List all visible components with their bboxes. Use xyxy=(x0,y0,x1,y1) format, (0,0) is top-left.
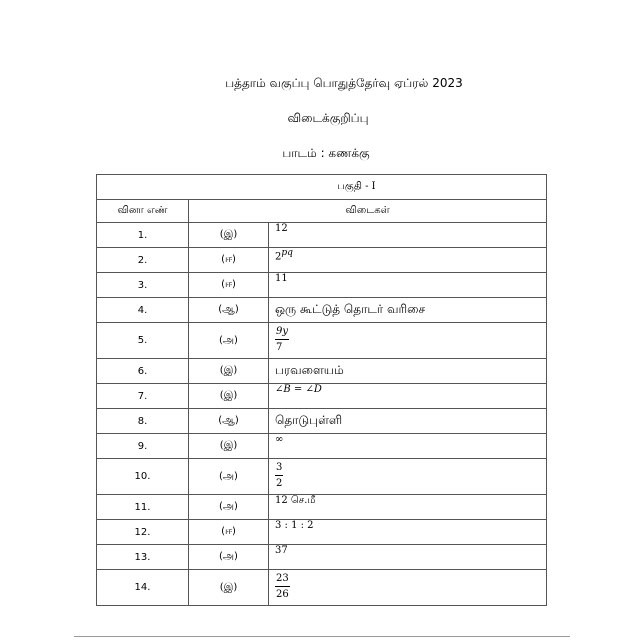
table-row xyxy=(97,434,547,459)
power-exponent: pq xyxy=(281,248,293,258)
question-number: 13. xyxy=(97,545,189,570)
answer-fraction xyxy=(269,323,547,359)
fraction-numerator: 3 xyxy=(275,460,283,476)
fraction-numerator: 9y xyxy=(275,324,289,340)
question-number: 9. xyxy=(97,434,189,459)
fraction-denominator: 26 xyxy=(276,589,289,600)
question-number: 12. xyxy=(97,520,189,545)
table-row xyxy=(97,570,547,606)
table-row xyxy=(97,409,547,434)
fraction-denominator: 7 xyxy=(276,342,283,353)
table-row xyxy=(97,459,547,495)
question-number: 4. xyxy=(97,298,189,323)
answer-key-heading: விடைக்குறிப்பு xyxy=(287,111,369,125)
answer-table xyxy=(96,174,547,606)
answer-option: (அ) xyxy=(189,323,269,359)
question-number: 11. xyxy=(97,495,189,520)
table-row xyxy=(97,545,547,570)
question-number: 6. xyxy=(97,359,189,384)
answer-option: (ஈ) xyxy=(189,248,269,273)
table-row xyxy=(97,248,547,273)
answer-option: (இ) xyxy=(189,570,269,606)
table-row xyxy=(97,223,547,248)
answer-value: ∠B = ∠D xyxy=(269,384,547,409)
answer-option: (ஈ) xyxy=(189,273,269,298)
table-row xyxy=(97,359,547,384)
answer-option: (இ) xyxy=(189,223,269,248)
question-number: 3. xyxy=(97,273,189,298)
question-number: 2. xyxy=(97,248,189,273)
question-number: 8. xyxy=(97,409,189,434)
table-row xyxy=(97,323,547,359)
answer-value: தொடுபுள்ளி xyxy=(269,409,547,434)
fraction-numerator: 23 xyxy=(275,571,290,587)
header-row xyxy=(97,200,547,223)
answer-value: 3 : 1 : 2 xyxy=(269,520,547,545)
fraction-denominator: 2 xyxy=(276,478,283,489)
answer-value: 11 xyxy=(269,273,547,298)
table-row xyxy=(97,495,547,520)
question-number: 1. xyxy=(97,223,189,248)
table-row xyxy=(97,298,547,323)
question-number: 5. xyxy=(97,323,189,359)
answer-option: (இ) xyxy=(189,384,269,409)
answer-value xyxy=(269,248,547,273)
answer-fraction xyxy=(269,570,547,606)
question-number: 14. xyxy=(97,570,189,606)
table-row xyxy=(97,384,547,409)
answer-option: (ஆ) xyxy=(189,298,269,323)
answer-value: 12 செ.மீ xyxy=(269,495,547,520)
answer-option: (அ) xyxy=(189,459,269,495)
answer-option: (ஈ) xyxy=(189,520,269,545)
answer-fraction xyxy=(269,459,547,495)
power-base: 2 xyxy=(275,251,282,263)
answer-value: ஒரு கூட்டுத் தொடர் வரிசை xyxy=(269,298,547,323)
part-row xyxy=(97,175,547,200)
answer-option: (அ) xyxy=(189,545,269,570)
answer-option: (இ) xyxy=(189,359,269,384)
question-no-header: வினா எண் xyxy=(97,200,189,223)
table-row xyxy=(97,520,547,545)
question-number: 7. xyxy=(97,384,189,409)
table-row xyxy=(97,273,547,298)
page-divider xyxy=(74,636,570,637)
answer-value: பரவளையம் xyxy=(269,359,547,384)
answer-option: (அ) xyxy=(189,495,269,520)
answer-option: (ஆ) xyxy=(189,409,269,434)
answer-value: 37 xyxy=(269,545,547,570)
answer-value: ∞ xyxy=(269,434,547,459)
question-number: 10. xyxy=(97,459,189,495)
answer-option: (இ) xyxy=(189,434,269,459)
answers-header: விடைகள் xyxy=(189,200,547,223)
subject-label: பாடம் : கணக்கு xyxy=(282,146,370,160)
exam-title: பத்தாம் வகுப்பு பொதுத்தேர்வு ஏப்ரல் 2023 xyxy=(225,76,463,90)
answer-value: 12 xyxy=(269,223,547,248)
part-label: பகுதி - I xyxy=(97,175,547,200)
